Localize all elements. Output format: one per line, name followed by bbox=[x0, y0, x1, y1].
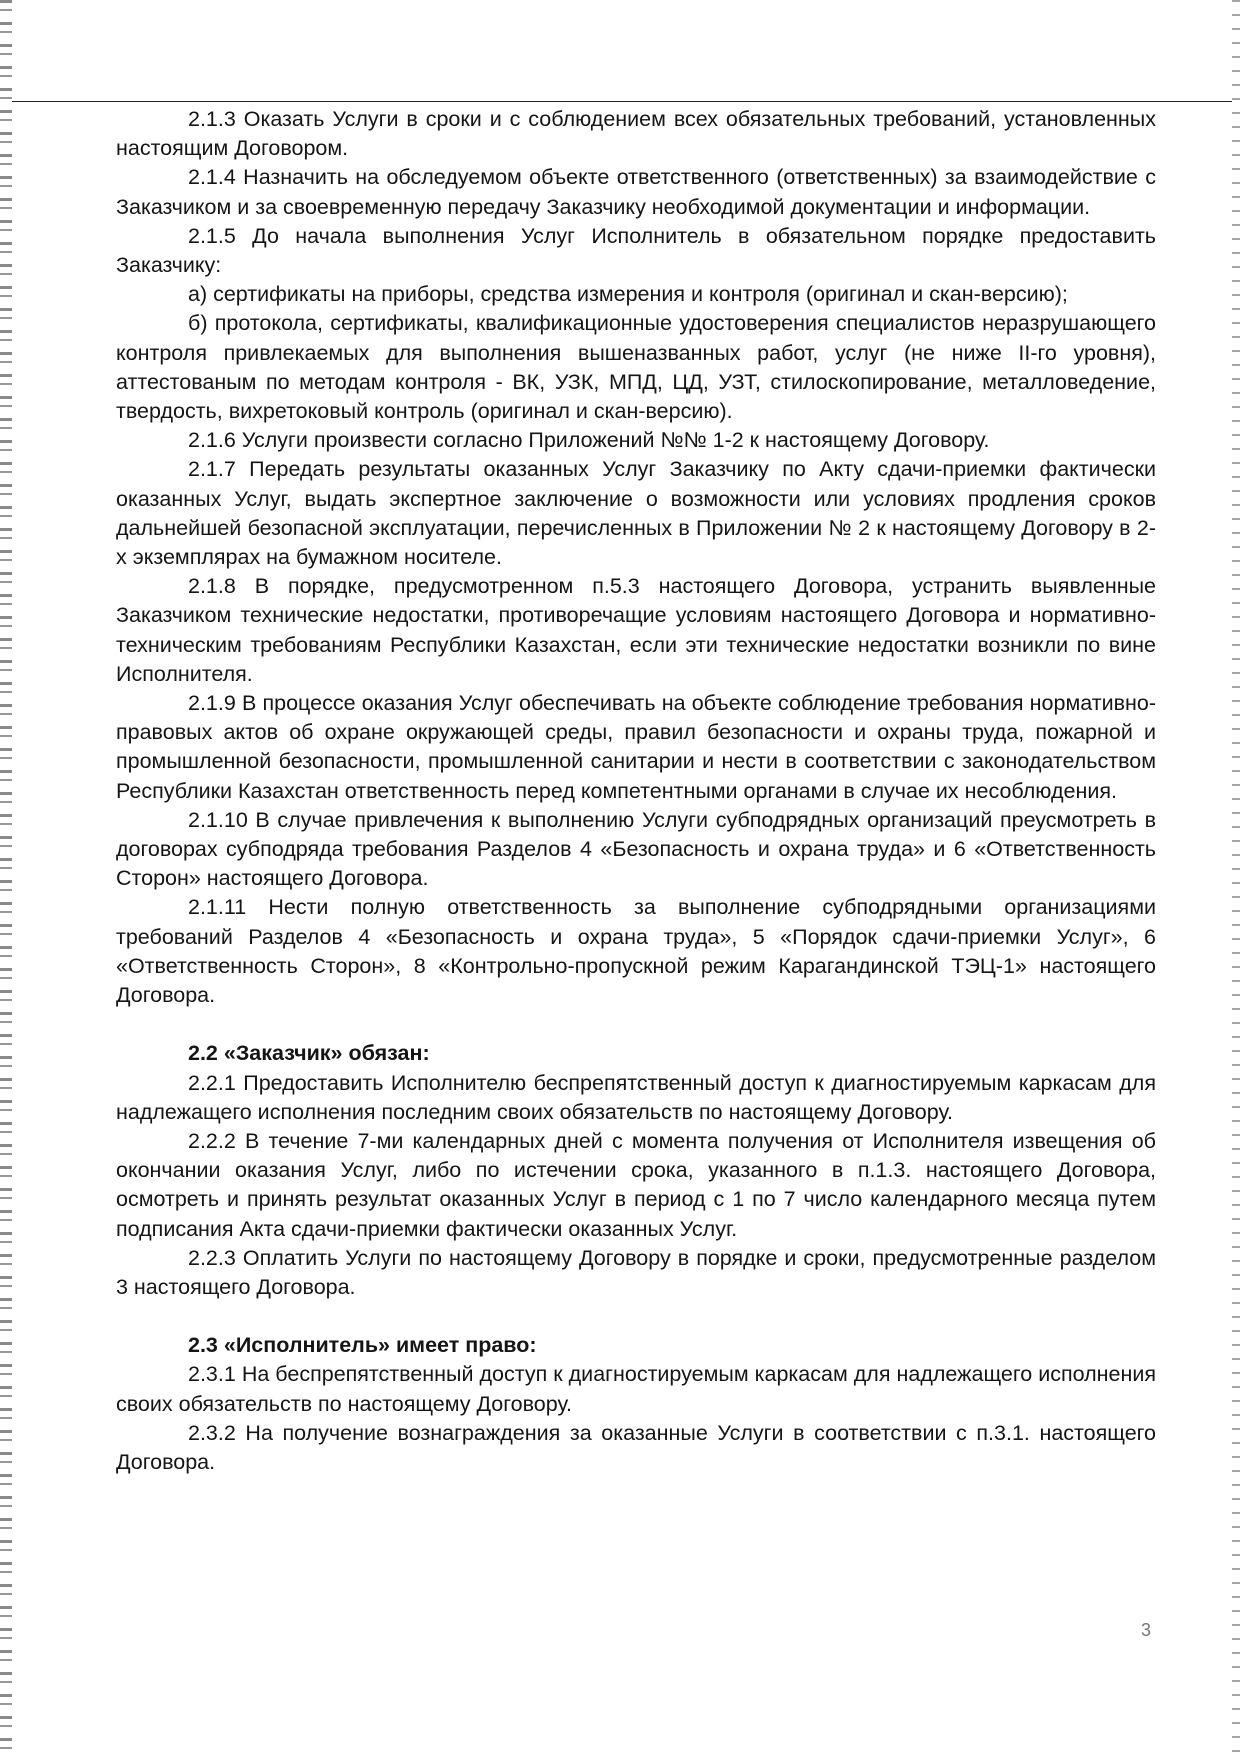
clause-2-3-1: 2.3.1 На беспрепятственный доступ к диагностируемым каркасам для надлежащего исполнения своих обязательств по настоящему Договору. bbox=[116, 1362, 1156, 1416]
clause-2-1-7: 2.1.7 Передать результаты оказанных Услуг Заказчику по Акту сдачи-приемки фактически оказанных Услуг, выдать экспертное заключение о возможности или условиях продления сроков дальнейшей безопасной эксплуатации, перечисленных в Приложении № 2 к настоящему Договору в 2-х экземплярах на бумажном носителе. bbox=[116, 457, 1156, 570]
clause-2-2-3: 2.2.3 Оплатить Услуги по настоящему Договору в порядке и сроки, предусмотренные разделом 3 настоящего Договора. bbox=[116, 1245, 1156, 1299]
clause-2-1-6: 2.1.6 Услуги произвести согласно Приложений №№ 1-2 к настоящему Договору. bbox=[188, 428, 990, 453]
clause-2-1-8: 2.1.8 В порядке, предусмотренном п.5.3 настоящего Договора, устранить выявленные Заказчиком технические недостатки, противоречащие условиям настоящего Договора и нормативно-техническим требованиям Республики Казахстан, если эти технические недостатки возникли по вине Исполнителя. bbox=[116, 574, 1156, 686]
clause-2-1-11: 2.1.11 Нести полную ответственность за выполнение субподрядными организациями требований Разделов 4 «Безопасность и охрана труда», 5 «Порядок сдачи-приемки Услуг», 6 «Ответственность Сторон», 8 «Контрольно-пропускной режим Карагандинской ТЭЦ-1» настоящего Договора. bbox=[116, 895, 1156, 1008]
clause-2-1-10: 2.1.10 В случае привлечения к выполнению Услуги субподрядных организаций преусмотреть в договорах субподряда требования Разделов 4 «Безопасность и охрана труда» и 6 «Ответственность Сторон» настоящего Договора. bbox=[116, 807, 1156, 891]
heading-2-3: 2.3 «Исполнитель» имеет право: bbox=[188, 1333, 537, 1358]
clause-2-2-1: 2.2.1 Предоставить Исполнителю беспрепятственный доступ к диагностируемым каркасам для надлежащего исполнения последним своих обязательств по настоящему Договору. bbox=[116, 1070, 1156, 1124]
document-body bbox=[116, 105, 1156, 1477]
page-number: 3 bbox=[1141, 1620, 1152, 1640]
clause-2-1-3: 2.1.3 Оказать Услуги в сроки и с соблюдением всех обязательных требований, установленных настоящим Договором. bbox=[116, 107, 1156, 161]
clause-2-1-5-a: а) сертификаты на приборы, средства измерения и контроля (оригинал и скан-версию); bbox=[188, 282, 1068, 307]
clause-2-1-9: 2.1.9 В процессе оказания Услуг обеспечивать на объекте соблюдение требования нормативно-правовых актов об охране окружающей среды, правил безопасности и охраны труда, пожарной и промышленной безопасности, промышленной санитарии и нести в соответствии с законодательством Республики Казахстан ответственность перед компетентными органами в случае их несоблюдения. bbox=[116, 691, 1156, 803]
heading-2-2: 2.2 «Заказчик» обязан: bbox=[188, 1041, 430, 1066]
header-rule bbox=[12, 101, 1232, 102]
clause-2-1-5: 2.1.5 До начала выполнения Услуг Исполнитель в обязательном порядке предоставить Заказчику: bbox=[116, 223, 1156, 278]
clause-2-3-2: 2.3.2 На получение вознаграждения за оказанные Услуги в соответствии с п.3.1. настоящего Договора. bbox=[116, 1420, 1156, 1474]
clause-2-1-4: 2.1.4 Назначить на обследуемом объекте ответственного (ответственных) за взаимодействие с Заказчиком и за своевременную передачу Заказчику необходимой документации и информации. bbox=[116, 165, 1156, 219]
clause-2-1-5-b: б) протокола, сертификаты, квалификационные удостоверения специалистов неразрушающего контроля привлекаемых для выполнения вышеназванных работ, услуг (не ниже II-го уровня), аттестованым по методам контроля - ВК, УЗК, МПД, ЦД, УЗТ, стилоскопирование, металловедение, твердость, вихретоковый контроль (оригинал и скан-версию). bbox=[116, 311, 1156, 424]
scan-edge-left bbox=[0, 0, 12, 1754]
scan-edge-right bbox=[1232, 0, 1240, 1754]
clause-2-2-2: 2.2.2 В течение 7-ми календарных дней с момента получения от Исполнителя извещения об окончании оказания Услуг, либо по истечении срока, указанного в п.1.3. настоящего Договора, осмотреть и принять результат оказанных Услуг в период с 1 по 7 число календарного месяца путем подписания Акта сдачи-приемки фактически оказанных Услуг. bbox=[116, 1128, 1156, 1241]
